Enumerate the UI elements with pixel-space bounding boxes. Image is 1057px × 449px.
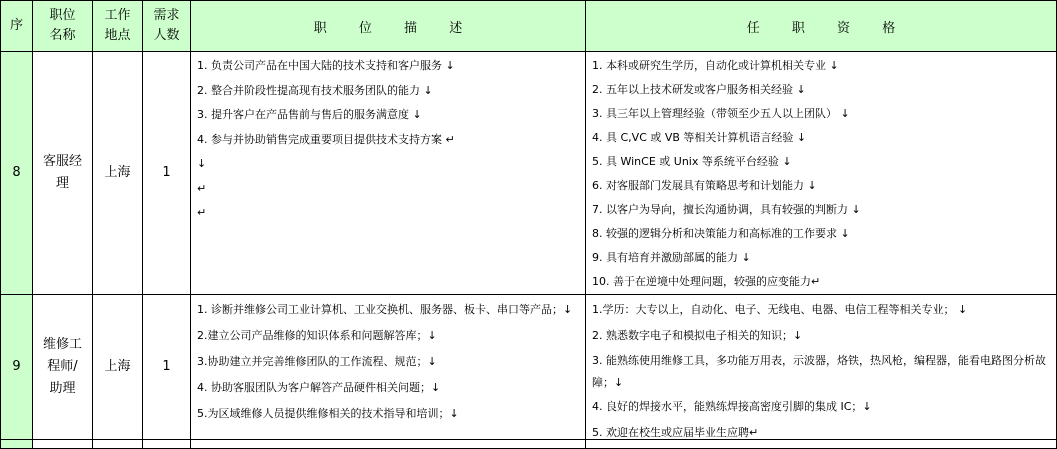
list-item: 1. 本科或研究生学历，自动化或计算机相关专业 ↓ [592, 59, 839, 72]
row-8-description-list [197, 55, 581, 227]
list-item: ↵ [197, 181, 207, 195]
header-location-label: 工作 地点 [104, 8, 131, 43]
row-9-requirements-list [592, 298, 1052, 440]
row-next-location [92, 439, 143, 449]
row-8-seq-value: 8 [12, 165, 21, 180]
row-9-description-list [197, 298, 581, 428]
list-item: 5. 欢迎在校生或应届毕业生应聘↵ [592, 426, 759, 439]
row-9-position [32, 294, 93, 440]
row-8-location-value: 上海 [104, 165, 131, 180]
list-item: ↓ [197, 157, 207, 170]
list-item: 3. 提升客户在产品售前与售后的服务满意度 ↓ [197, 108, 422, 121]
header-description [190, 0, 586, 52]
list-item: 1. 负责公司产品在中国大陆的技术支持和客户服务 ↓ [197, 59, 455, 72]
row-9-position-value: 维修工 程师/ 助理 [42, 337, 82, 396]
list-item: 3. 具三年以上管理经验（带领至少五人以上团队） ↓ [592, 107, 850, 120]
row-next-headcount [142, 439, 191, 449]
row-next-seq [0, 439, 33, 449]
row-9-description [190, 294, 586, 440]
row-next-position [32, 439, 93, 449]
row-8-headcount-value: 1 [162, 165, 171, 180]
header-seq-label: 序 [9, 18, 23, 33]
list-item: 5.为区域维修人员提供维修相关的技术指导和培训；↓ [197, 407, 459, 420]
row-9-requirements [585, 294, 1057, 440]
list-item: 9. 具有培育并激励部属的能力 ↓ [592, 251, 751, 264]
header-seq [0, 0, 33, 52]
row-9-seq [0, 294, 33, 440]
row-8-headcount [142, 51, 191, 295]
row-8-location [92, 51, 143, 295]
header-position-label: 职位 名称 [49, 8, 76, 43]
row-9-headcount-value: 1 [162, 359, 171, 374]
row-9-seq-value: 9 [12, 359, 21, 374]
header-requirements-label: 任 职 资 格 [746, 20, 910, 36]
row-9-location [92, 294, 143, 440]
list-item: 1.学历：大专以上，自动化、电子、无线电、电器、电信工程等相关专业； ↓ [592, 303, 968, 316]
list-item: 8. 较强的逻辑分析和决策能力和高标准的工作要求 ↓ [592, 227, 850, 240]
header-requirements [585, 0, 1057, 52]
list-item: 6. 对客服部门发展具有策略思考和计划能力 ↓ [592, 179, 817, 192]
row-8-requirements [585, 51, 1057, 295]
list-item: 4. 具 C,VC 或 VB 等相关计算机语言经验 ↓ [592, 131, 807, 144]
list-item: 4. 协助客服团队为客户解答产品硬件相关问题；↓ [197, 381, 441, 394]
row-next-requirements [585, 439, 1057, 449]
row-8-position [32, 51, 93, 295]
list-item: 3. 能熟练使用维修工具，多功能万用表，示波器，烙铁，热风枪，编程器，能看电路图分析故障；↓ [592, 354, 1046, 389]
list-item: ↵ [197, 206, 207, 219]
row-8-requirements-list [592, 55, 1052, 295]
header-location [92, 0, 143, 52]
header-description-label: 职 位 描 述 [313, 20, 477, 36]
list-item: 4. 良好的焊接水平，能熟练焊接高密度引脚的集成 IC；↓ [592, 400, 872, 413]
row-next-description [190, 439, 586, 449]
row-8-description [190, 51, 586, 295]
list-item: 2. 整合并阶段性提高现有技术服务团队的能力 ↓ [197, 83, 433, 97]
list-item: 1. 诊断并维修公司工业计算机、工业交换机、服务器、板卡、串口等产品；↓ [197, 303, 573, 316]
header-headcount [142, 0, 191, 52]
header-position [32, 0, 93, 52]
row-8-seq [0, 51, 33, 295]
list-item: 2. 熟悉数字电子和模拟电子相关的知识；↓ [592, 329, 803, 342]
header-headcount-label: 需求 人数 [153, 8, 180, 43]
list-item: 3.协助建立并完善维修团队的工作流程、规范；↓ [197, 355, 437, 368]
list-item: 5. 具 WinCE 或 Unix 等系统平台经验 ↓ [592, 155, 792, 168]
list-item: 10. 善于在逆境中处理问题，较强的应变能力↵ [592, 275, 821, 288]
row-9-headcount [142, 294, 191, 440]
list-item: 4. 参与并协助销售完成重要项目提供技术支持方案 ↵ [197, 132, 455, 146]
row-9-location-value: 上海 [104, 359, 131, 374]
list-item: 2.建立公司产品维修的知识体系和问题解答库；↓ [197, 329, 437, 342]
list-item: 7. 以客户为导向，擅长沟通协调，具有较强的判断力 ↓ [592, 203, 861, 216]
row-8-position-value: 客服经 理 [42, 154, 82, 191]
list-item: 2. 五年以上技术研发或客户服务相关经验 ↓ [592, 83, 806, 96]
